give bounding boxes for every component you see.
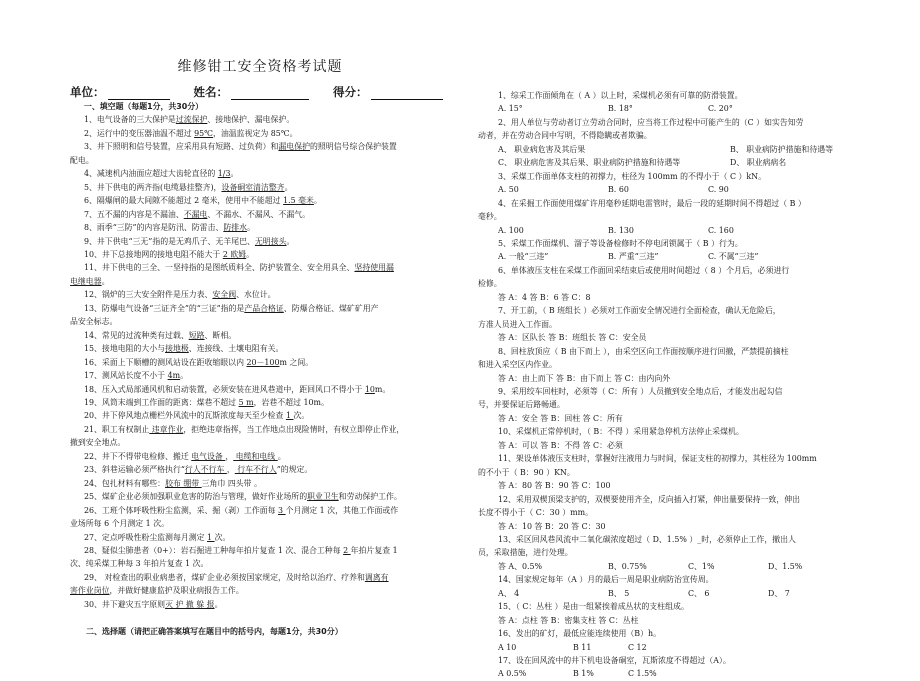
answer-blank: 1 (207, 532, 215, 542)
choice-question (478, 264, 878, 277)
fill-question-5 (70, 181, 450, 194)
fill-question-11-continued (70, 275, 450, 288)
answer-blank: 电缆和电线 (233, 451, 278, 461)
answer-blank: 5 m (238, 397, 254, 407)
question-text: 。 (277, 451, 286, 461)
question-text: 30、井下避灾五字原则 (84, 599, 166, 609)
fill-question-24 (70, 477, 450, 490)
options-text: 答 A：安全 答 B：回柱 答 C：所有 (498, 413, 623, 423)
options-text: 答 A：80 答 B：90 答 C：100 (498, 481, 611, 491)
question-continued (478, 129, 878, 142)
question-text: 2、运行中的变压器油温不超过 (84, 128, 195, 138)
answer-blank: 2 (343, 545, 351, 555)
spacer (70, 611, 450, 624)
fill-question-3 (70, 140, 450, 153)
answer-blank: 调离有 (364, 572, 389, 582)
answer-options (478, 183, 878, 196)
answer-blank: 产品合格证 (244, 303, 284, 313)
fill-question-11 (70, 261, 450, 274)
answer-options (478, 520, 878, 533)
question-text: 。 (230, 169, 239, 179)
options-text: 答 A：区队长 答 B：班组长 答 C：安全员 (498, 333, 647, 343)
question-text: 号，并要保证后路畅通。 (478, 400, 565, 410)
question-text: 动者，并在劳动合同中写明，不得隐瞒或者欺骗。 (478, 131, 652, 141)
option: C 12 (628, 642, 647, 652)
answer-blank: 95℃ (194, 128, 213, 138)
answer-blank: 坚持使用漏 (354, 263, 394, 273)
question-text: m 之间。 (279, 357, 314, 367)
question-text: 7、开工前，（ B 班组长 ）必须对工作面安全情况进行全面检查，确认无危险后， (498, 306, 781, 316)
option: 答 A、0.5% (498, 561, 543, 571)
page-title: 维修钳工安全资格考试题 (177, 59, 343, 75)
answer-options (478, 156, 878, 169)
answer-blank: 灭 护 撤 躲 报 (165, 599, 215, 609)
fill-question-6 (70, 194, 450, 207)
option: A 10 (498, 642, 517, 652)
question-continued (478, 466, 878, 479)
question-text: 10、井下总接地网的接地电阻不能大于 (84, 249, 223, 259)
unit-blank[interactable] (108, 87, 170, 100)
answer-blank: 漏电保护 (278, 142, 310, 152)
fill-question-30 (70, 598, 450, 611)
option: C 1.5% (628, 669, 657, 679)
fill-question-19 (70, 396, 450, 409)
question-text: 5、井下供电的两齐指(电缆悬挂整齐)， (84, 182, 222, 192)
section1-heading: 一、填空题（每题1分，共30分） (84, 102, 204, 111)
question-text: 和劳动保护工作。 (338, 492, 402, 502)
question-text: 3、井下照明和信号装置，应采用具有短路、过负荷）和 (84, 142, 279, 152)
choice-question (478, 452, 878, 465)
question-text: 。 (246, 249, 255, 259)
fill-question-28 (70, 544, 450, 557)
fill-question-27 (70, 531, 450, 544)
option: C、 6 (688, 588, 710, 598)
options-text: 答 A：由上而下 答 B：由下而上 答 C：由内向外 (498, 373, 671, 383)
question-text: 的不小于（ B：90 ）KN。 (478, 467, 575, 477)
option: B、0.75% (608, 561, 647, 571)
option: C. 160 (708, 225, 734, 235)
option: B、 5 (608, 588, 630, 598)
question-text: 。 (286, 236, 295, 246)
question-text: 27、定点呼吸性粉尘监测每月测定 (84, 532, 208, 542)
fill-question-7 (70, 208, 450, 221)
question-text: 。 (313, 196, 322, 206)
choice-question (478, 627, 878, 640)
question-text: 6、单体液压支柱在采煤工作面回采结束后或使用时间超过（ 8 ）个月后，必须进行 (498, 265, 790, 275)
question-continued (478, 398, 878, 411)
option: A、 职业病危害及其后果 (498, 144, 586, 154)
fill-question-29 (70, 571, 450, 584)
question-text: 3、采煤工作面单体支柱的初撑力，柱径为 100mm 的不得小于（ C ）kN。 (498, 171, 766, 181)
question-text: 22、井下不得带电检修、搬迁 (84, 451, 192, 461)
question-text: 15、接地电阻的大小与 (84, 344, 166, 354)
exam-header-fields (70, 84, 450, 100)
question-text: 员，采取措施，进行处理。 (478, 548, 573, 558)
option: C. 90 (708, 185, 729, 195)
fill-question-26-continued (70, 517, 450, 530)
fill-question-8 (70, 221, 450, 234)
fill-question-23 (70, 463, 450, 476)
fill-question-22 (70, 450, 450, 463)
question-text: 年拍片复查 1 (350, 545, 398, 555)
answer-options (478, 667, 878, 680)
question-text: 、防爆合格证、煤矿矿用产 (283, 303, 379, 313)
question-text: 17、测风站长度不小于 (84, 371, 168, 381)
question-text: 15、（ C：丛柱 ）是由一组紧挨着成丛状的支柱组成。 (498, 602, 689, 612)
question-continued (478, 546, 878, 559)
choice-question (478, 600, 878, 613)
unit-field[interactable]: 单位： (70, 84, 170, 100)
option: C. 不属“三违” (708, 252, 759, 262)
question-text: 13、防爆电气设备“三证齐全”的“三证”指的是 (84, 303, 245, 313)
name-blank[interactable] (231, 87, 309, 100)
question-text: 14、国家规定每年（A ）月的最后一周是职业病防治宣传周。 (498, 575, 714, 585)
option: A、 4 (498, 588, 520, 598)
fill-question-26 (70, 504, 450, 517)
answer-options (478, 439, 878, 452)
fill-question-16 (70, 356, 450, 369)
choice-question (478, 385, 878, 398)
question-text: 品安全标志。 (70, 317, 118, 327)
question-text: 次。 (293, 411, 310, 421)
option: B. 严重“三违” (608, 252, 659, 262)
answer-blank: 设备硐室清洁整齐 (221, 182, 285, 192)
choice-question (478, 237, 878, 250)
option: B. 60 (608, 185, 629, 195)
choice-question (478, 89, 878, 102)
question-text: 和进入采空区内作业。 (478, 360, 557, 370)
question-continued (478, 318, 878, 331)
answer-blank: 短路 (188, 330, 205, 340)
answer-blank: 20－100 (246, 357, 280, 367)
answer-options (478, 250, 878, 263)
fill-question-28-continued (70, 557, 450, 570)
answer-options (478, 641, 878, 654)
answer-options (478, 614, 878, 627)
answer-blank: 行车不行人 (234, 465, 277, 475)
question-text: 6、隔爆闸的最大间隙不能超过 2 毫米，使用中不能超过 (84, 196, 284, 206)
question-text: ，并做好健康监护及职业病报告工作。 (109, 586, 244, 596)
answer-blank: 行人不行车 (184, 465, 227, 475)
option: B 11 (573, 642, 592, 652)
fill-question-1 (70, 113, 450, 126)
multiple-choice-section (478, 6, 878, 681)
option: B 1% (573, 669, 594, 679)
question-text: ， (225, 451, 234, 461)
answer-blank: 接地极 (165, 344, 189, 354)
question-text: 、接地保护、漏电保护。 (207, 115, 295, 125)
answer-options (478, 331, 878, 344)
option: A 0.5% (498, 669, 527, 679)
answer-blank: 不漏电 (183, 209, 208, 219)
option: B. 18° (608, 104, 633, 114)
options-text: 答 A：10 答 B：20 答 C：30 (498, 521, 606, 531)
fill-question-10 (70, 248, 450, 261)
answer-blank: 职业卫生 (307, 492, 339, 502)
question-text: 9、井下供电“三无”指的是无鸡爪子、无羊尾巴、 (84, 236, 255, 246)
question-continued (478, 210, 878, 223)
choice-question (478, 116, 878, 129)
answer-options (478, 479, 878, 492)
answer-options (478, 291, 878, 304)
question-text: 次。 (214, 532, 231, 542)
option: A. 100 (498, 225, 524, 235)
question-text: 12、采用双楔顶梁支护的，双楔要使用齐全，反向插入打紧，伸出量要保持一致，伸出 (498, 494, 800, 504)
question-text: 26、工班个体呼吸性粉尘监测，采、掘（剥）工作面每 (84, 505, 279, 515)
question-text: 18、压入式局部通风机和启动装置，必须安装在进风巷道中，距回风口不得小于 (84, 384, 365, 394)
fill-question-14 (70, 329, 450, 342)
question-text: 配电。 (70, 155, 94, 165)
fill-question-13 (70, 302, 450, 315)
question-text: 10、采煤机正常停机时，（ B：不得 ）采用紧急停机方法停止采煤机。 (498, 427, 744, 437)
question-continued (478, 506, 878, 519)
question-text: 5、采煤工作面煤机、溜子等设备检修时不停电闭锁属于（ B ）行为。 (498, 238, 743, 248)
option: A. 15° (498, 104, 523, 114)
choice-question (478, 493, 878, 506)
question-text: 21、职工有权制止 (84, 424, 150, 434)
answer-options (478, 412, 878, 425)
answer-blank: 1.5 毫米 (283, 196, 314, 206)
answer-blank: 1/3 (217, 169, 231, 179)
fill-question-17 (70, 369, 450, 382)
fill-question-20 (70, 409, 450, 422)
score-field[interactable]: 得分： (333, 84, 443, 100)
section2-heading: 二、选择题（请把正确答案填写在题目中的括号内，每题1分，共30分） (86, 626, 343, 636)
fill-question-12 (70, 288, 450, 301)
answer-options (478, 224, 878, 237)
question-text: 16、采面上下顺槽的测风站设在距收缩眼以内 (84, 357, 247, 367)
top-margin (478, 6, 878, 89)
question-text: 2、用人单位与劳动者订立劳动合同时，应当将工作过程中可能产生的（C ）如实告知劳 (498, 117, 804, 127)
question-continued (478, 358, 878, 371)
fill-question-13-continued (70, 315, 450, 328)
answer-options (478, 102, 878, 115)
question-text: 19、风筒末端到工作面的距离：煤巷不超过 (84, 397, 239, 407)
question-text: 。 (180, 371, 188, 381)
choice-question (478, 654, 878, 667)
question-text: 撤到安全地点。 (70, 438, 126, 448)
question-text: 业场所每 6 个月测定 1 次。 (70, 519, 169, 529)
question-text: 8、回柱放顶应（ B 由下而上 ），由采空区向工作面按顺序进行回撤，严禁提前摘柱 (498, 346, 789, 356)
answer-blank: 4m (167, 371, 181, 381)
fill-question-4 (70, 167, 450, 180)
fill-question-15 (70, 342, 450, 355)
answer-options (478, 560, 878, 573)
fill-question-2 (70, 127, 450, 140)
option: D、1.5% (768, 561, 803, 571)
name-field[interactable]: 姓名： (194, 84, 310, 100)
question-text: 28、疑似尘肺患者（0+）：岩石掘进工种每年拍片复查 1 次、混合工种每 (84, 545, 344, 555)
choice-question (478, 304, 878, 317)
option: D、 7 (768, 588, 790, 598)
question-text: 16、发出的矿灯，最低应能连续使用（B）h。 (498, 629, 661, 639)
question-text: 长度不得小于（ C：30 ）mm。 (478, 508, 593, 518)
answer-blank: 10 (364, 384, 375, 394)
fill-question-21-continued (70, 436, 450, 449)
choice-question (478, 170, 878, 183)
question-text: 的照明信号综合保护装置 (309, 142, 397, 152)
option: D、 职业病病名 (730, 158, 787, 168)
option: B. 130 (608, 225, 634, 235)
question-text: 11、井下供电的三全、一坚持指的是图纸质料全、防护装置全、安全用具全、 (84, 263, 355, 273)
question-text: 1、综采工作面倾角在（ A ）以上时，采煤机必须有可靠的防滑装置。 (498, 91, 743, 100)
question-text: 个月测定 1 次，其他工作面或作 (285, 505, 399, 515)
fill-question-21 (70, 423, 450, 436)
option: C、1% (688, 561, 715, 571)
question-text: ”的规定。 (276, 465, 313, 475)
answer-blank: 安全阀 (212, 290, 237, 300)
question-text: 、不漏水、不漏风、不漏气。 (207, 209, 310, 219)
question-text: 17、设在回风流中的井下机电设备硐室，瓦斯浓度不得超过（A）。 (498, 656, 731, 666)
question-text: m。 (374, 384, 391, 394)
question-text: 11、架设单体液压支柱时，掌握好注液用力与时间，保证支柱的初撑力，其柱径为 100mm (498, 454, 817, 464)
option: B、 职业病防护措施和待遇等 (730, 144, 833, 154)
question-text: 4、在采掘工作面使用煤矿许用毫秒延期电雷管时，最后一段的延期时间不得超过（ B ） (498, 198, 806, 208)
option: C、 职业病危害及其后果、职业病防护措施和待遇等 (498, 158, 681, 168)
fill-question-25 (70, 490, 450, 503)
question-text: 、水位计。 (236, 290, 276, 300)
question-text: 毫秒。 (478, 212, 502, 222)
options-text: 答 A：4 答 B：6 答 C：8 (498, 292, 591, 302)
option: A. 一般“三违” (498, 252, 549, 262)
question-text: 25、煤矿企业必须加强职业危害的防治与管理，做好作业场所的 (84, 492, 308, 502)
fill-question-29-continued (70, 584, 450, 597)
answer-blank: 违章作业 (149, 424, 184, 434)
answer-blank: 3 (278, 505, 286, 515)
answer-blank: 2 欧姆 (222, 249, 247, 259)
question-text: 14、常见的过流种类有过载、 (84, 330, 189, 340)
question-text: ， (226, 465, 235, 475)
question-text: 答 A：点柱 答 B：密集支柱 答 C：丛柱 (498, 615, 639, 625)
question-text: 三角巾 四头带 。 (201, 478, 262, 488)
question-text: 13、采区回风巷风流中二氧化碳浓度超过（ D、1.5% ）_时，必须停止工作，撤出人 (498, 534, 796, 544)
option: A. 50 (498, 185, 519, 195)
question-text: 1、电气设备的三大保护是 (84, 115, 176, 125)
question-text: 23、斜巷运输必须严格执行“ (84, 465, 185, 475)
score-blank[interactable] (371, 87, 443, 100)
choice-question (478, 573, 878, 586)
answer-options (478, 372, 878, 385)
answer-options (478, 587, 878, 600)
fill-question-3-continued (70, 154, 450, 167)
answer-blank: 过流保护 (175, 115, 208, 125)
question-text: 。 (284, 182, 293, 192)
answer-blank: 1 (285, 411, 294, 421)
question-text: 29、 对检查出的职业病患者，煤矿企业必须按国家规定，及时给以治疗、疗养和 (84, 572, 365, 582)
fill-question-18 (70, 383, 450, 396)
question-text: 9、采用绞车回柱时，必须等（ C：所有 ）人员撤到安全地点后，才能发出起勾信 (498, 386, 783, 396)
choice-question (478, 533, 878, 546)
question-text: 7、五不漏的内容是不漏油、 (84, 209, 184, 219)
question-text: 。 (101, 276, 110, 286)
question-text: 。 (247, 223, 255, 233)
options-text: 答 A：可以 答 B：不得 答 C：必须 (498, 440, 623, 450)
option: C. 20° (708, 104, 733, 114)
question-text: 24、包扎材料有哪些： (84, 478, 166, 488)
question-text: ，岩巷不超过 10m。 (253, 397, 329, 407)
answer-blank: 害作业岗位 (70, 586, 110, 596)
answer-blank: 电气设备 (191, 451, 226, 461)
question-text: 、断相。 (204, 330, 237, 340)
question-text: 。 (214, 599, 223, 609)
question-text: 次、纯采煤工种每 3 年拍片复查 1 次。 (70, 559, 209, 569)
answer-blank: 防排水 (223, 223, 248, 233)
question-text: 检修。 (478, 279, 502, 289)
question-continued (478, 277, 878, 290)
question-text: 20、井下停风地点栅栏外风流中的瓦斯浓度每天至少检查 (84, 411, 286, 421)
question-text: 8、雨季“三防”的内容是防汛、防雷击、 (84, 223, 224, 233)
answer-blank: 电继电器 (70, 276, 102, 286)
question-text: 12、锅炉的三大安全附件是压力表、 (84, 290, 213, 300)
question-text: ，油温监视定为 85℃。 (212, 128, 298, 138)
answer-blank: 无明接头 (254, 236, 287, 246)
question-text: ，拒绝违章指挥，当工作地点出现险情时，有权立即停止作业， (183, 424, 405, 434)
fill-question-9 (70, 235, 450, 248)
answer-options (478, 143, 878, 156)
question-text: 、连接线、土壤电阻有关。 (188, 344, 284, 354)
choice-question (478, 197, 878, 210)
answer-blank: 胶布 绷带 (165, 478, 202, 488)
choice-question (478, 425, 878, 438)
choice-question (478, 345, 878, 358)
question-text: 方准人员进入工作面。 (478, 319, 557, 329)
question-text: 4、减速机内油面应超过大齿轮直径的 (84, 169, 218, 179)
fill-in-section (70, 100, 450, 638)
